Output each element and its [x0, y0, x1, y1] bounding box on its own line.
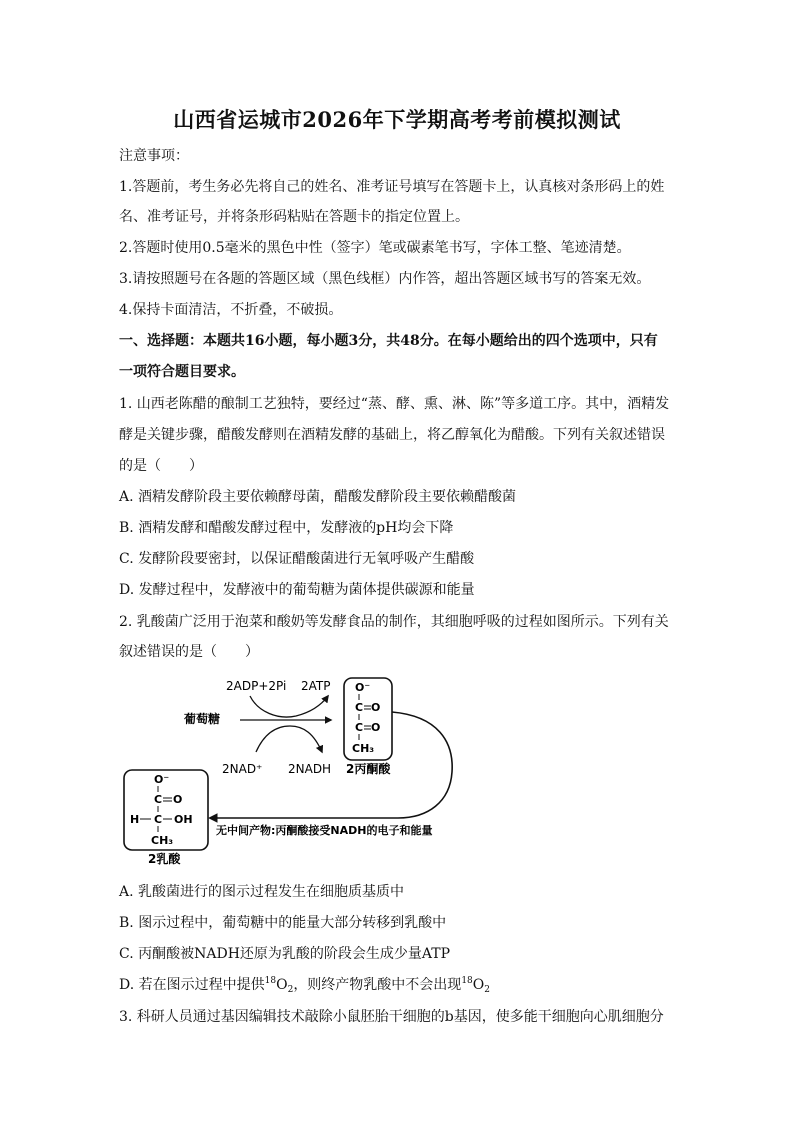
nadh-label: 2NADH: [288, 762, 332, 776]
glucose-label: 葡萄糖: [184, 712, 221, 726]
question-1-option-c: C. 发酵阶段要密封，以保证醋酸菌进行无氧呼吸产生醋酸: [119, 551, 475, 567]
option-d-subscript-1: 2: [287, 985, 294, 995]
lactate-o-minus: O⁻: [154, 773, 170, 786]
lactate-methyl: CH₃: [151, 834, 174, 847]
notice-item-4: 4.保持卡面清洁，不折叠，不破损。: [119, 302, 343, 318]
question-1-stem-line-2: 酵是关键步骤，醋酸发酵则在酒精发酵的基础上，将乙醇氧化为醋酸。下列有关叙述错误: [119, 427, 665, 443]
lactate-oxygen-1: O: [173, 793, 183, 806]
question-3-stem-line-1: 3. 科研人员通过基因编辑技术敲除小鼠胚胎干细胞的b基因，使多能干细胞向心肌细胞分: [119, 1009, 664, 1025]
question-2-option-b: B. 图示过程中，葡萄糖中的能量大部分转移到乳酸中: [119, 915, 447, 931]
pyruvate-structure: [352, 681, 380, 755]
pyruvate-carbon-1: C: [355, 701, 364, 714]
pyruvate-o-minus: O⁻: [355, 681, 371, 694]
diagram-note: 无中间产物:丙酮酸接受NADH的电子和能量: [216, 824, 433, 837]
question-1-option-d: D. 发酵过程中，发酵液中的葡萄糖为菌体提供碳源和能量: [119, 582, 475, 598]
option-d-oxygen-2: O: [472, 977, 485, 993]
section-heading-line-2: 一项符合题目要求。: [119, 364, 245, 380]
lactate-hydrogen: H: [130, 813, 140, 826]
lactate-structure: [130, 773, 193, 847]
pyruvate-oxygen-1: O: [371, 701, 381, 714]
nadh-arrow: [256, 726, 322, 752]
lactate-label: 2乳酸: [148, 852, 181, 866]
section-heading-line-1: 一、选择题：本题共16小题，每小题3分，共48分。在每小题给出的四个选项中，只有: [119, 333, 658, 349]
page-title: 山西省运城市2026年下学期高考考前模拟测试: [173, 107, 621, 132]
notice-item-2: 2.答题时使用0.5毫米的黑色中性（签字）笔或碳素笔书写，字体工整、笔迹清楚。: [119, 240, 631, 256]
adp-label: 2ADP+2Pi: [226, 679, 287, 693]
lactic-fermentation-diagram: [118, 672, 498, 868]
question-1-stem-line-3: 的是（ ）: [119, 458, 203, 474]
pyruvate-oxygen-2: O: [371, 721, 381, 734]
pyruvate-carbon-2: C: [355, 721, 364, 734]
option-d-text-2: ，则终产物乳酸中不会出现: [293, 977, 462, 993]
lactate-carbon-1: C: [154, 793, 163, 806]
nad-label: 2NAD⁺: [222, 762, 263, 776]
question-2-stem-line-2: 叙述错误的是（ ）: [119, 644, 259, 660]
question-2-option-d: [119, 975, 490, 995]
question-1-option-a: A. 酒精发酵阶段主要依赖酵母菌，醋酸发酵阶段主要依赖醋酸菌: [119, 489, 517, 505]
lactate-carbon-2: C: [154, 813, 163, 826]
notice-item-1-line-2: 名、准考证号，并将条形码粘贴在答题卡的指定位置上。: [119, 209, 469, 225]
question-1-stem-line-1: 1. 山西老陈醋的酿制工艺独特，要经过“蒸、酵、熏、淋、陈”等多道工序。其中，酒精发: [119, 396, 670, 412]
question-2-option-a: A. 乳酸菌进行的图示过程发生在细胞质基质中: [119, 884, 405, 900]
option-d-text-1: D. 若在图示过程中提供: [119, 977, 265, 993]
pyruvate-label: 2丙酮酸: [346, 762, 391, 776]
option-d-subscript-2: 2: [484, 985, 490, 995]
lactate-hydroxyl: OH: [174, 813, 193, 826]
atp-arrow: [250, 696, 328, 717]
option-d-isotope-2: 18: [461, 976, 473, 986]
question-2-option-c: C. 丙酮酸被NADH还原为乳酸的阶段会生成少量ATP: [119, 946, 451, 962]
option-d-isotope-1: 18: [264, 976, 277, 986]
notice-heading: 注意事项：: [119, 148, 189, 164]
notice-item-3: 3.请按照题号在各题的答题区域（黑色线框）内作答，超出答题区域书写的答案无效。: [119, 271, 651, 287]
question-1-option-b: B. 酒精发酵和醋酸发酵过程中，发酵液的pH均会下降: [119, 520, 454, 536]
atp-label: 2ATP: [301, 679, 331, 693]
question-2-stem-line-1: 2. 乳酸菌广泛用于泡菜和酸奶等发酵食品的制作，其细胞呼吸的过程如图所示。下列有关: [119, 614, 669, 630]
option-d-oxygen-1: O: [276, 977, 288, 993]
pyruvate-methyl: CH₃: [352, 742, 375, 755]
notice-item-1-line-1: 1.答题前，考生务必先将自己的姓名、准考证号填写在答题卡上，认真核对条形码上的姓: [119, 179, 665, 195]
